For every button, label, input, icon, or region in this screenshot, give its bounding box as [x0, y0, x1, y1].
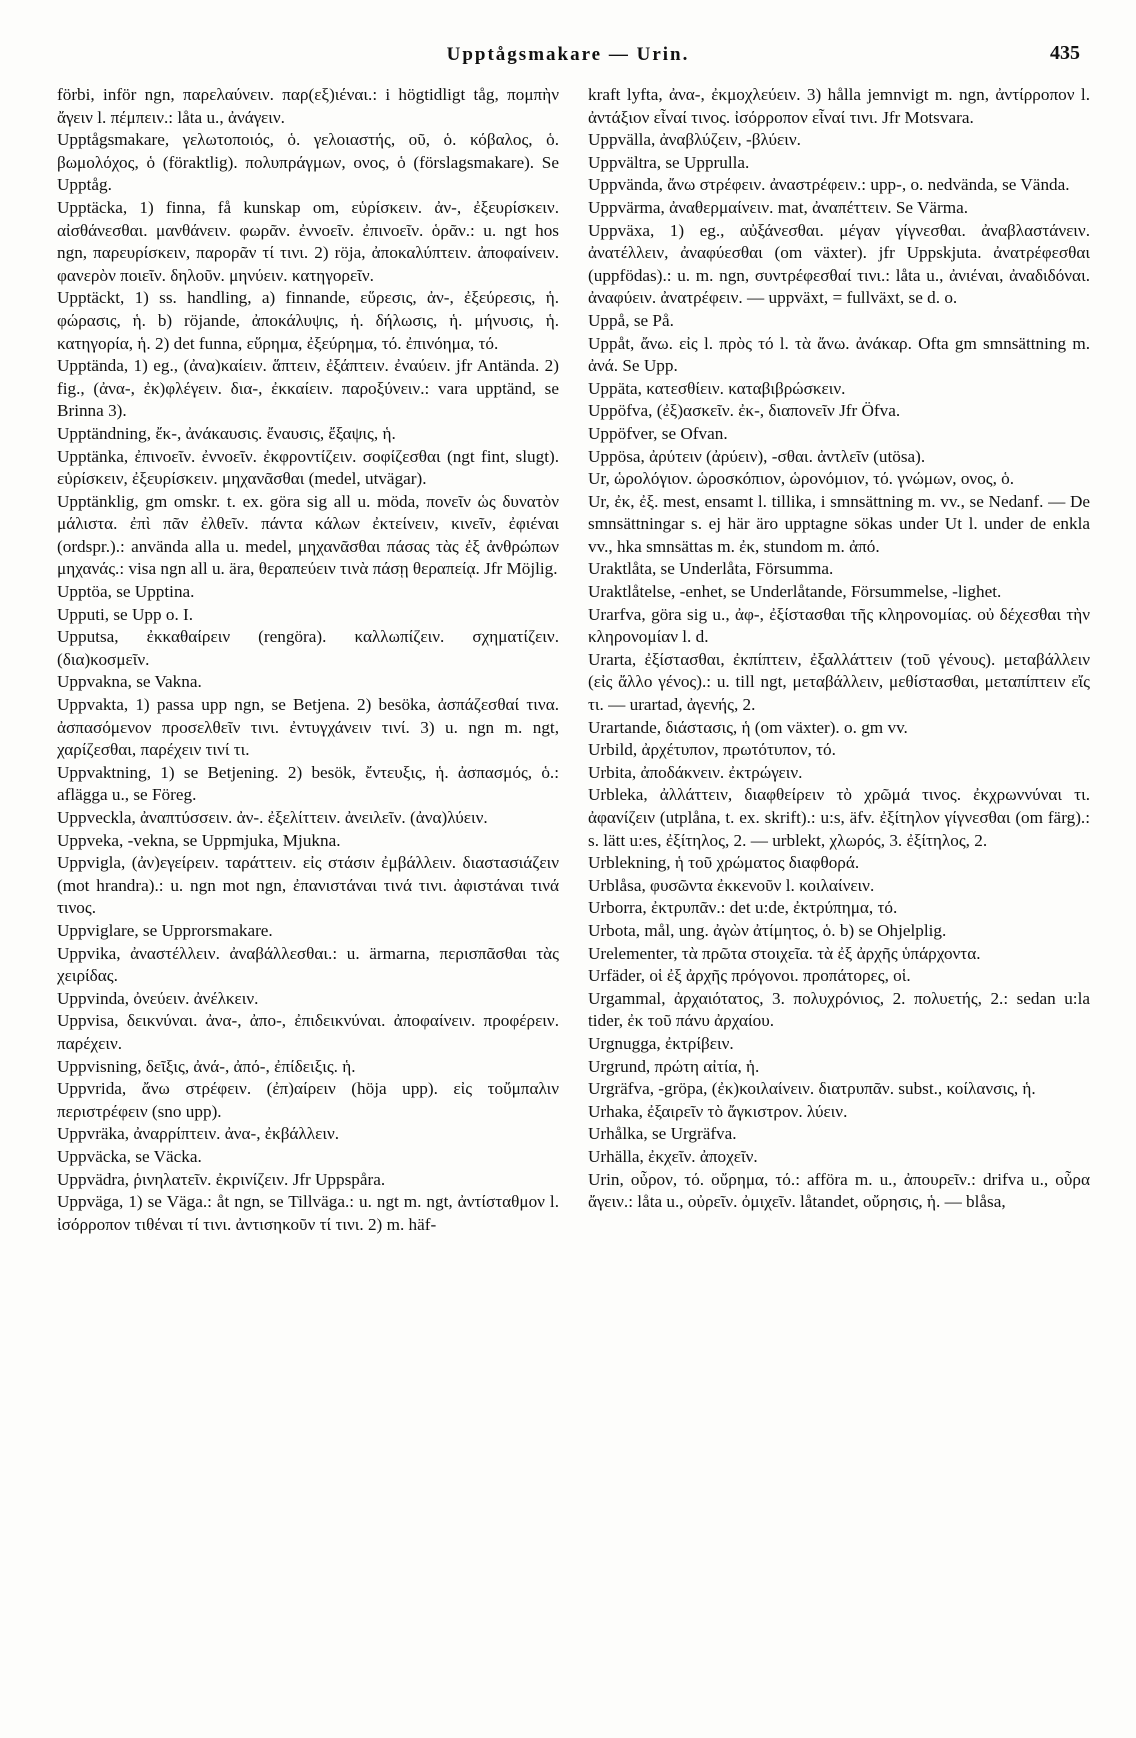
dictionary-entry: Urin, οὖρον, τό. οὔρημα, τό.: afföra m. u., ἀπουρεῖν.: drifva u., οὖρα ἄγειν.: låta u., οὐρεῖν. ὀμιχεῖν. låtandet, οὔρησις, ἡ. — blåsa,	[588, 1169, 1090, 1212]
dictionary-entry: Urhålka, se Urgräfva.	[588, 1124, 737, 1144]
right-column	[588, 84, 1090, 1214]
dictionary-entry: Ur, ἐκ, ἐξ. mest, ensamt l. tillika, i smnsättning m. vv., se Nedanf. — De smnsättningar s. ej här äro upptagne sökas under Ut l. under de enkla vv., hka smnsättas m. ἐκ, stundom m. ἀπό.	[588, 491, 1090, 556]
dictionary-entry: Urbild, ἀρχέτυπον, πρωτότυπον, τό.	[588, 740, 836, 760]
dictionary-entry: Uppäta, κατεσθίειν. καταβιβρώσκειν.	[588, 378, 846, 398]
dictionary-entry: Urborra, ἐκτρυπᾶν.: det u:de, ἐκτρύπημα, τό.	[588, 898, 898, 918]
dictionary-entry: Upptäckt, 1) ss. handling, a) finnande, εὕρεσις, ἀν-, ἐξεύρεσις, ἡ. φώρασις, ἡ. b) röjande, ἀποκάλυψις, ἡ. δήλωσις, ἡ. μήνυσις, ἡ. κατηγορία, ἡ. 2) det funna, εὕρημα, ἐξεύρημα, τό. ἐπινόημα, τό.	[57, 288, 559, 353]
dictionary-entry: Urgräfva, -gröpa, (ἐκ)κοιλαίνειν. διατρυπᾶν. subst., κοίλανσις, ἡ.	[588, 1079, 1036, 1099]
dictionary-entry: Uppösa, ἀρύτειν (ἀρύειν), -σθαι. ἀντλεῖν (utösa).	[588, 446, 926, 466]
dictionary-entry: Uppvältra, se Upprulla.	[588, 152, 750, 172]
dictionary-entry: Uppveckla, ἀναπτύσσειν. ἀν-. ἐξελίττειν. ἀνειλεῖν. (ἀνα)λύειν.	[57, 808, 488, 827]
dictionary-entry: Ur, ὡρολόγιον. ὡροσκόπιον, ὡρονόμιον, τό. γνώμων, ονος, ὁ.	[588, 469, 1015, 489]
dictionary-entry: Uraktlåta, se Underlåta, Försumma.	[588, 559, 834, 579]
dictionary-entry: Uraktlåtelse, -enhet, se Underlåtande, Försummelse, -lighet.	[588, 582, 1002, 602]
dictionary-entry: Urelementer, τὰ πρῶτα στοιχεῖα. τὰ ἐξ ἀρχῆς ὑπάρχοντα.	[588, 943, 981, 963]
dictionary-entry: Upptågsmakare, γελωτοποιός, ὁ. γελοιαστής, οῦ, ὁ. κόβαλος, ὁ. βωμολόχος, ὁ (föraktlig). πολυπράγμων, ονος, ὁ (förslagsmakare). Se Upptåg.	[57, 130, 559, 195]
dictionary-entry: Uppviglare, se Upprorsmakare.	[57, 920, 273, 940]
dictionary-entry: Urgammal, ἀρχαιότατος, 3. πολυχρόνιος, 2. πολυετής, 2.: sedan u:la tider, ἐκ τοῦ πάνυ ἀρχαίου.	[588, 988, 1090, 1031]
dictionary-entry: Upptänklig, gm omskr. t. ex. göra sig all u. möda, πονεῖν ὡς δυνατὸν μάλιστα. ἐπὶ πᾶν ἐλθεῖν. πάντα κάλων ἐκτείνειν, κινεῖν, ἐφιέναι (ordspr.).: använda alla u. medel, μηχανᾶσθαι πάσας τὰς ἐξ ἀνθρώπων μηχανάς.: visa ngn all u. ära, θεραπεύειν τινὰ πάσῃ θεραπείᾳ. Jfr Möjlig.	[57, 491, 559, 579]
dictionary-entry: Uppåt, ἄνω. εἰς l. πρὸς τό l. τὰ ἄνω. ἀνάκαρ. Ofta gm smnsättning m. ἀνά. Se Upp.	[588, 333, 1090, 376]
dictionary-entry: Uppvädra, ῥινηλατεῖν. ἐκρινίζειν. Jfr Uppspåra.	[57, 1169, 386, 1189]
dictionary-entry: Uppvakna, se Vakna.	[57, 672, 202, 692]
dictionary-entry: Uppväga, 1) se Väga.: åt ngn, se Tillväga.: u. ngt m. ngt, ἀντίσταθμον l. ἰσόρροπον τιθέναι τί τινι. ἀντισηκοῦν τί τινι. 2) m. häf-	[57, 1192, 559, 1234]
dictionary-entry: Urbota, mål, ung. ἀγὼν ἀτίμητος, ὁ. b) se Ohjelplig.	[588, 920, 947, 940]
dictionary-entry: förbi, inför ngn, παρελαύνειν. παρ(εξ)ιέναι.: i högtidligt tåg, πομπὴν ἄγειν l. πέμπειν.: låta u., ἀνάγειν.	[57, 85, 559, 127]
dictionary-entry: Upptänka, ἐπινοεῖν. ἐννοεῖν. ἐκφροντίζειν. σοφίζεσθαι (ngt fint, slugt). εὑρίσκειν, ἐξευρίσκειν. μηχανᾶσθαι (medel, utvägar).	[57, 446, 559, 489]
dictionary-entry: Urbita, ἀποδάκνειν. ἐκτρώγειν.	[588, 762, 803, 782]
dictionary-entry: Uppvakta, 1) passa upp ngn, se Betjena. 2) besöka, ἀσπάζεσθαί τινα. ἀσπασόμενον προσελθεῖν τινι. ἐντυγχάνειν τινί. 3) u. ngn m. ngt, χαρίζεσθαι, παρέχειν τινί τι.	[57, 695, 559, 760]
dictionary-entry: Urgrund, πρώτη αἰτία, ἡ.	[588, 1056, 760, 1076]
dictionary-entry: Urblekning, ἡ τοῦ χρώματος διαφθορά.	[588, 853, 860, 873]
dictionary-entry: Uppöfver, se Ofvan.	[588, 423, 728, 443]
dictionary-entry: Uppvigla, (ἀν)εγείρειν. ταράττειν. εἰς στάσιν ἐμβάλλειν. διαστασιάζειν (mot hrandra).: u. ngn mot ngn, ἐπανιστάναι τινά τινι. ἀφιστάναι τινά τινος.	[57, 853, 559, 918]
dictionary-entry: Uppvisning, δεῖξις, ἀνά-, ἀπό-, ἐπίδειξις. ἡ.	[57, 1056, 356, 1076]
dictionary-entry: Uppveka, -vekna, se Uppmjuka, Mjukna.	[57, 830, 341, 850]
running-head: Upptågsmakare — Urin.	[446, 44, 690, 65]
dictionary-entry: Upptända, 1) eg., (ἀνα)καίειν. ἅπτειν, ἐξάπτειν. ἐναύειν. jfr Antända. 2) fig., (ἀνα-, ἐκ)φλέγειν. δια-, ἐκκαίειν. παροξύνειν.: vara upptänd, se Brinna 3).	[57, 356, 559, 421]
dictionary-entry: Urfäder, οἱ ἐξ ἀρχῆς πρόγονοι. προπάτορες, οἱ.	[588, 966, 911, 986]
dictionary-entry: Upptöa, se Upptina.	[57, 582, 195, 602]
dictionary-entry: kraft lyfta, ἀνα-, ἐκμοχλεύειν. 3) hålla jemnvigt m. ngn, ἀντίρροπον l. ἀντάξιον εἶναί τινος. ἰσόρροπον εἶναί τινι. Jfr Motsvara.	[588, 85, 1090, 127]
dictionary-entry: Urarfva, göra sig u., ἀφ-, ἐξίστασθαι τῆς κληρονομίας. οὐ δέχεσθαι τὴν κληρονομίαν l. d.	[588, 604, 1090, 647]
dictionary-entry: Urbleka, ἀλλάττειν, διαφθείρειν τὸ χρῶμά τινος. ἐκχρωννύναι τι. ἀφανίζειν (utplåna, t. ex. skrift).: u:s, äfv. ἐξίτηλον γίγνεσθαι (om färg).: s. lätt u:es, ἐξίτηλος, 2. — urblekt, χλωρός, 3. ἐξίτηλος, 2.	[588, 785, 1090, 850]
dictionary-entry: Upputsa, ἐκκαθαίρειν (rengöra). καλλωπίζειν. σχηματίζειν. (δια)κοσμεῖν.	[57, 627, 559, 669]
dictionary-entry: Urgnugga, ἐκτρίβειν.	[588, 1033, 734, 1053]
dictionary-entry: Uppå, se På.	[588, 310, 674, 330]
dictionary-entry: Uppvända, ἄνω στρέφειν. ἀναστρέφειν.: upp-, o. nedvända, se Vända.	[588, 175, 1070, 195]
dictionary-entry: Uppvärma, ἀναθερμαίνειν. mat, ἀναπέττειν. Se Värma.	[588, 197, 969, 217]
dictionary-entry: Uppöfva, (ἐξ)ασκεῖν. ἐκ-, διαπονεῖν Jfr Öfva.	[588, 401, 901, 421]
page-header	[56, 40, 1080, 70]
page-number: 435	[1050, 42, 1080, 64]
dictionary-entry: Upputi, se Upp o. I.	[57, 604, 194, 624]
dictionary-entry: Upptäcka, 1) finna, få kunskap om, εὑρίσκειν. ἀν-, ἐξευρίσκειν. αἰσθάνεσθαι. μανθάνειν. φωρᾶν. ἐννοεῖν. ἐπινοεῖν. ὁρᾶν.: u. ngt hos ngn, παρευρίσκειν, παρορᾶν τί τινι. 2) röja, ἀποκαλύπτειν. ἀποφαίνειν. φανερὸν ποιεῖν. δηλοῦν. μηνύειν. κατηγορεῖν.	[57, 197, 559, 285]
dictionary-entry: Uppvinda, ὀνεύειν. ἀνέλκειν.	[57, 988, 259, 1008]
dictionary-entry: Urblåsa, φυσῶντα ἐκκενοῦν l. κοιλαίνειν.	[588, 875, 875, 895]
dictionary-entry: Uppväcka, se Väcka.	[57, 1146, 202, 1166]
dictionary-entry: Urhälla, ἐκχεῖν. ἀποχεῖν.	[588, 1146, 758, 1166]
dictionary-entry: Uppvräka, ἀναρρίπτειν. ἀνα-, ἐκβάλλειν.	[57, 1124, 340, 1144]
dictionary-entry: Uppvisa, δεικνύναι. ἀνα-, ἀπο-, ἐπιδεικνύναι. ἀποφαίνειν. προφέρειν. παρέχειν.	[57, 1011, 559, 1053]
dictionary-entry: Urarta, ἐξίστασθαι, ἐκπίπτειν, ἐξαλλάττειν (τοῦ γένους). μεταβάλλειν (εἰς ἄλλο γένος).: u. till ngt, μεταβάλλειν, μεθίστασθαι, μεταπίπτειν εἴς τι. — urartad, ἀγενής, 2.	[588, 649, 1090, 715]
dictionary-entry: Uppvaktning, 1) se Betjening. 2) besök, ἔντευξις, ἡ. ἀσπασμός, ὁ.: aflägga u., se Föreg.	[57, 762, 559, 805]
left-column	[57, 84, 559, 1236]
dictionary-entry: Uppvika, ἀναστέλλειν. ἀναβάλλεσθαι.: u. ärmarna, περισπᾶσθαι τὰς χειρίδας.	[57, 943, 559, 986]
dictionary-entry: Urartande, διάστασις, ἡ (om växter). o. gm vv.	[588, 717, 908, 737]
dictionary-entry: Uppväxa, 1) eg., αὐξάνεσθαι. μέγαν γίγνεσθαι. ἀναβλαστάνειν. ἀνατέλλειν, ἀναφύεσθαι (om växter). jfr Uppskjuta. ἀνατρέφεσθαι (uppfödas).: u. m. ngn, συντρέφεσθαί τινι.: låta u., ἀνιέναι, ἀναδιδόναι. ἀναφύειν. ἀνατρέφειν. — uppväxt, = fullväxt, se d. o.	[588, 220, 1090, 308]
dictionary-entry: Upptändning, ἔκ-, ἀνάκαυσις. ἔναυσις, ἔξαψις, ἡ.	[57, 423, 396, 443]
dictionary-entry: Uppvälla, ἀναβλύζειν, -βλύειν.	[588, 130, 801, 150]
dictionary-entry: Uppvrida, ἄνω στρέφειν. (ἐπ)αίρειν (höja upp). εἰς τοὔμπαλιν περιστρέφειν (sno upp).	[57, 1079, 559, 1121]
dictionary-entry: Urhaka, ἐξαιρεῖν τὸ ἄγκιστρον. λύειν.	[588, 1101, 848, 1121]
